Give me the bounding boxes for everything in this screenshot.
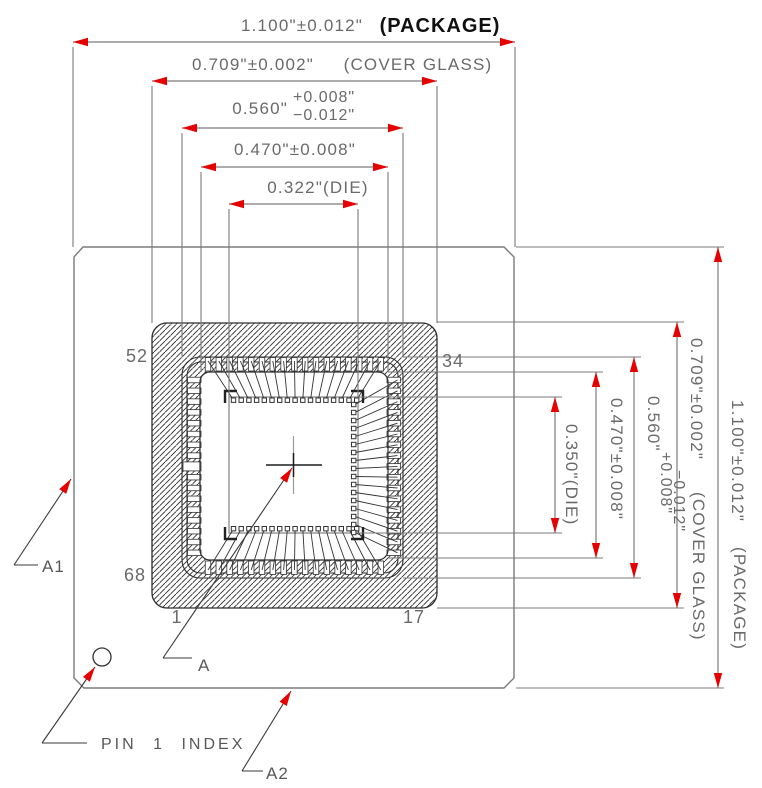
die-pad [352, 530, 356, 534]
die-pad [239, 527, 243, 531]
dimension-arrow [630, 357, 638, 372]
dim-cavity-height-value: 0.470"±0.008" [607, 398, 626, 521]
dim-coverglass-height-label: (COVER GLASS) [689, 492, 708, 641]
die-pad [308, 527, 312, 531]
callout-pin1-index: PIN 1 INDEX [101, 736, 246, 753]
die-pad [352, 450, 356, 454]
bond-finger [188, 399, 202, 405]
bond-finger [188, 442, 202, 448]
dimension-arrow [343, 200, 358, 208]
dimension-arrow [229, 200, 244, 208]
die-pad [352, 490, 356, 494]
die-pad [331, 527, 335, 531]
bond-finger [387, 410, 401, 416]
callout-a2: A2 [266, 764, 289, 783]
die-pad [352, 466, 356, 470]
dimension-arrow [201, 163, 216, 171]
die-pad [316, 398, 320, 402]
pin-label-17: 17 [402, 607, 426, 627]
bond-finger [188, 528, 202, 534]
dimension-arrow [714, 673, 722, 688]
die-pad [262, 527, 266, 531]
die-pad [231, 398, 235, 402]
bond-finger [238, 358, 244, 372]
dim-package-width-label: (PACKAGE) [379, 15, 501, 37]
die-pad [308, 398, 312, 402]
bond-finger [188, 496, 202, 502]
callout-a: A [198, 656, 211, 675]
bond-finger [378, 561, 384, 575]
die-pad [254, 527, 258, 531]
die-pad [352, 482, 356, 486]
dim-shelf-height-tol-plus: +0.008" [657, 452, 674, 515]
dim-die-height-value: 0.350"(DIE) [562, 424, 581, 526]
bond-finger [188, 377, 202, 383]
dimension-arrow [673, 322, 681, 337]
bond-finger [188, 431, 202, 437]
dim-coverglass-height-value: 0.709"±0.002" [687, 338, 706, 461]
pin-label-34: 34 [442, 351, 465, 371]
die-pad [239, 398, 243, 402]
bond-finger [188, 485, 202, 491]
dim-shelf-width-tol-plus: +0.008" [293, 89, 356, 106]
dimension-arrow [673, 593, 681, 608]
die-pad [347, 398, 351, 402]
bond-finger [387, 496, 401, 502]
die-pad [324, 398, 328, 402]
dim-shelf-height-value: 0.560" [644, 396, 663, 452]
bond-finger [188, 474, 202, 480]
die-pad [301, 527, 305, 531]
die-pad [352, 506, 356, 510]
die-pad [352, 442, 356, 446]
die-pad [352, 434, 356, 438]
dimension-arrow [388, 124, 403, 132]
bond-finger [346, 561, 352, 575]
bond-finger [238, 561, 244, 575]
die-pad [293, 398, 297, 402]
die-pad [352, 418, 356, 422]
die-pad [352, 410, 356, 414]
bond-finger [346, 358, 352, 372]
dimension-arrow [551, 397, 559, 412]
bond-finger [324, 561, 330, 575]
dim-package-height-label: (PACKAGE) [730, 547, 749, 651]
bond-finger [313, 358, 319, 372]
die-pad [352, 474, 356, 478]
leader-arrow [280, 691, 291, 706]
bond-finger [188, 507, 202, 512]
dim-shelf-height-tol-minus: −0.012" [670, 470, 687, 533]
dimension-arrow [500, 38, 515, 46]
bond-finger [188, 518, 202, 524]
die-pad [347, 527, 351, 531]
dim-die-width-value: 0.322"(DIE) [267, 178, 369, 197]
dimension-arrow [592, 543, 600, 558]
dim-coverglass-width-value: 0.709"±0.002" [191, 55, 315, 74]
die-pads [231, 398, 359, 535]
leader-a1 [14, 479, 71, 565]
bond-finger [188, 539, 202, 545]
die-pad [278, 398, 282, 402]
bond-finger-index-mark [183, 462, 201, 471]
dim-coverglass-width-label: (COVER GLASS) [343, 55, 493, 74]
die-pad [293, 527, 297, 531]
callout-a1: A1 [42, 557, 65, 576]
die-pad [352, 498, 356, 502]
bond-finger [387, 420, 401, 426]
die-pad [339, 527, 343, 531]
bond-finger [367, 561, 373, 575]
bond-finger [188, 420, 202, 426]
leader-arrow [59, 479, 71, 494]
dim-shelf-width-value: 0.560" [232, 99, 288, 118]
dimension-arrow [422, 77, 437, 85]
bond-finger [188, 550, 202, 556]
dimension-arrow [373, 163, 388, 171]
leader-arrow [83, 667, 95, 682]
die-pad [352, 514, 356, 518]
die-pad [278, 527, 282, 531]
die-pad [301, 398, 305, 402]
die-pad [254, 398, 258, 402]
bond-finger [248, 358, 254, 372]
die-pad [316, 527, 320, 531]
pin1-index-circle [93, 648, 111, 666]
pin-label-68: 68 [123, 565, 146, 585]
dim-package-width-value: 1.100"±0.012" [240, 16, 364, 35]
die-pad [339, 398, 343, 402]
dim-shelf-width-tol-minus: −0.012" [293, 107, 356, 124]
dim-cavity-width-value: 0.470"±0.008" [233, 140, 357, 159]
bond-finger [270, 358, 276, 372]
bond-fingers [183, 358, 401, 575]
dimension-arrow [73, 38, 88, 46]
die-pad [262, 398, 266, 402]
dimension-arrow [630, 563, 638, 578]
dim-package-height-value: 1.100"±0.012" [728, 400, 747, 523]
die-pad [352, 426, 356, 430]
die-pad [352, 458, 356, 462]
die-pad [231, 527, 235, 531]
die-pad [324, 527, 328, 531]
leader-arrow [280, 468, 292, 483]
die-pad [285, 527, 289, 531]
pin-label-1: 1 [171, 607, 183, 627]
dimension-arrow [182, 124, 197, 132]
die-pad [352, 402, 356, 406]
die-pad [270, 398, 274, 402]
die-pad [355, 398, 359, 402]
dimension-arrow [551, 518, 559, 533]
dimension-arrow [592, 372, 600, 387]
bond-finger [188, 453, 202, 459]
dimension-arrow [714, 247, 722, 262]
die-pad [331, 398, 335, 402]
dimension-arrow [152, 77, 167, 85]
die-pad [285, 398, 289, 402]
pin-label-52: 52 [125, 346, 148, 366]
bond-finger [188, 388, 202, 394]
bond-finger [356, 561, 362, 575]
die-pad [270, 527, 274, 531]
die-pad [247, 398, 251, 402]
bond-finger [188, 410, 202, 416]
die-center-crosshair [266, 436, 322, 494]
